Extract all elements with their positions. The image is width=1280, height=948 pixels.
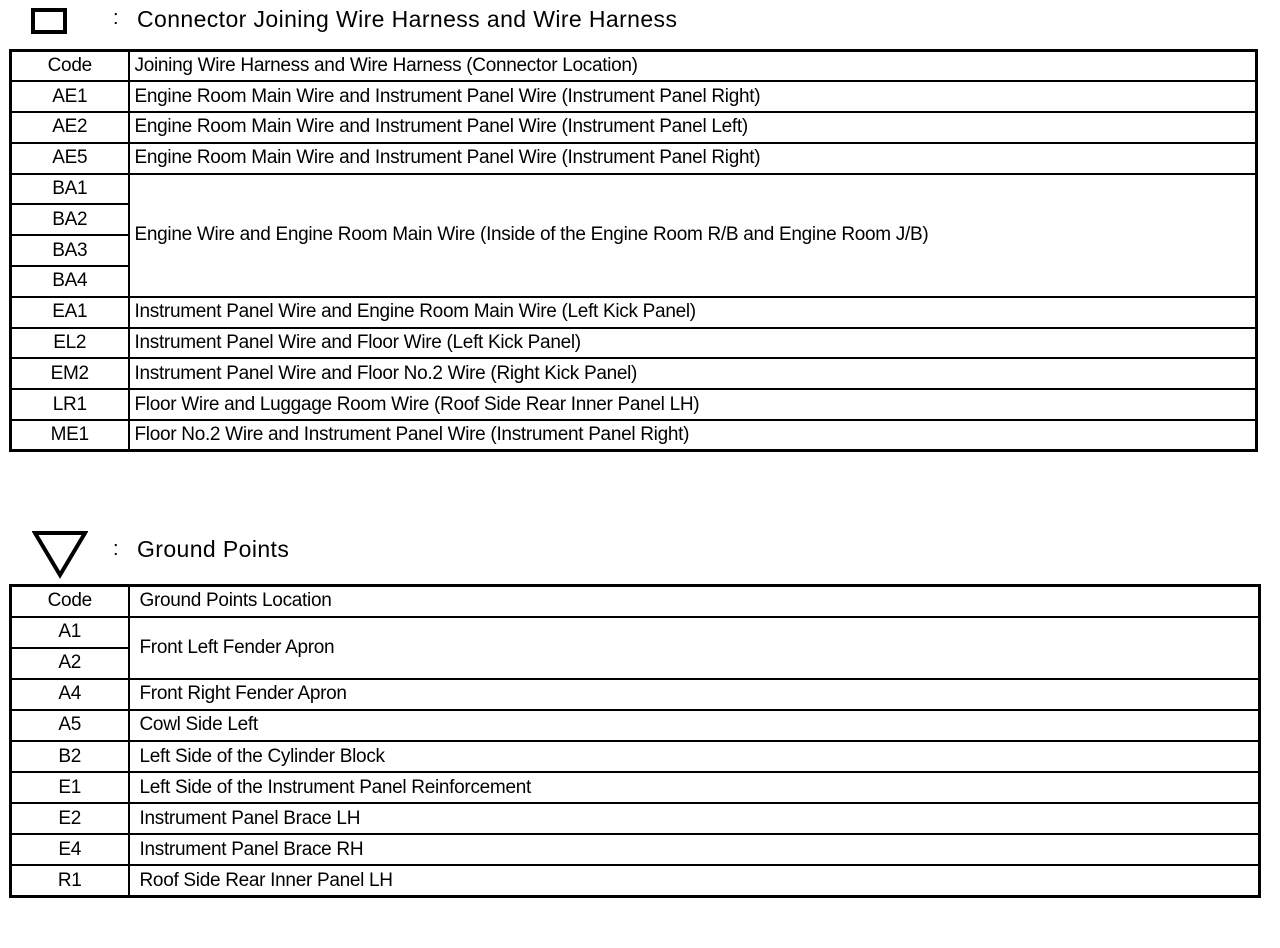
square-outline-icon [31, 8, 67, 34]
ground-section-heading [0, 526, 1280, 566]
header-description: Ground Points Location [129, 586, 1260, 617]
table-row [11, 834, 1260, 865]
triangle-down-outline-icon [32, 529, 88, 579]
table-row [11, 741, 1260, 772]
row-description: Engine Room Main Wire and Instrument Panel Wire (Instrument Panel Right) [129, 143, 1257, 174]
row-description: Instrument Panel Wire and Floor No.2 Wire (Right Kick Panel) [129, 358, 1257, 389]
table-row [11, 143, 1257, 174]
table-row [11, 420, 1257, 451]
table-header-row [11, 51, 1257, 82]
row-description: Front Left Fender Apron [129, 617, 1260, 679]
row-code: B2 [11, 741, 129, 772]
table-row [11, 328, 1257, 359]
connector-table [9, 49, 1258, 452]
row-description: Left Side of the Instrument Panel Reinforcement [129, 772, 1260, 803]
row-description: Left Side of the Cylinder Block [129, 741, 1260, 772]
row-description: Engine Room Main Wire and Instrument Panel Wire (Instrument Panel Right) [129, 81, 1257, 112]
row-code: BA3 [11, 235, 129, 266]
row-code: E1 [11, 772, 129, 803]
row-description: Floor Wire and Luggage Room Wire (Roof Side Rear Inner Panel LH) [129, 389, 1257, 420]
row-description: Instrument Panel Wire and Floor Wire (Left Kick Panel) [129, 328, 1257, 359]
row-code: A5 [11, 710, 129, 741]
row-code: BA1 [11, 174, 129, 205]
table-row [11, 81, 1257, 112]
row-code: E2 [11, 803, 129, 834]
heading-colon: : [113, 7, 119, 29]
table-header-row [11, 586, 1260, 617]
row-description: Roof Side Rear Inner Panel LH [129, 865, 1260, 896]
table-row [11, 112, 1257, 143]
heading-colon: : [113, 538, 119, 560]
row-code: EL2 [11, 328, 129, 359]
table-row [11, 617, 1260, 648]
row-description: Cowl Side Left [129, 710, 1260, 741]
row-code: A4 [11, 679, 129, 710]
row-code: AE1 [11, 81, 129, 112]
table-row [11, 679, 1260, 710]
table-row [11, 358, 1257, 389]
row-code: BA2 [11, 204, 129, 235]
connector-section-heading [0, 0, 1280, 40]
table-row [11, 297, 1257, 328]
table-row [11, 710, 1260, 741]
row-code: AE2 [11, 112, 129, 143]
ground-points-table [9, 584, 1261, 898]
table-row [11, 174, 1257, 205]
table-row [11, 389, 1257, 420]
header-code: Code [11, 586, 129, 617]
row-description: Engine Wire and Engine Room Main Wire (Inside of the Engine Room R/B and Engine Room J/B) [129, 174, 1257, 297]
row-code: BA4 [11, 266, 129, 297]
row-code: AE5 [11, 143, 129, 174]
row-code: A2 [11, 648, 129, 679]
row-code: R1 [11, 865, 129, 896]
table-row [11, 865, 1260, 896]
table-row [11, 803, 1260, 834]
row-code: E4 [11, 834, 129, 865]
row-code: EA1 [11, 297, 129, 328]
row-code: LR1 [11, 389, 129, 420]
header-code: Code [11, 51, 129, 82]
table-row [11, 772, 1260, 803]
header-description: Joining Wire Harness and Wire Harness (Connector Location) [129, 51, 1257, 82]
row-description: Floor No.2 Wire and Instrument Panel Wire (Instrument Panel Right) [129, 420, 1257, 451]
row-code: A1 [11, 617, 129, 648]
row-description: Engine Room Main Wire and Instrument Panel Wire (Instrument Panel Left) [129, 112, 1257, 143]
ground-section-title: Ground Points [137, 536, 290, 562]
connector-section-title: Connector Joining Wire Harness and Wire Harness [137, 6, 678, 32]
row-description: Instrument Panel Wire and Engine Room Main Wire (Left Kick Panel) [129, 297, 1257, 328]
row-description: Instrument Panel Brace RH [129, 834, 1260, 865]
row-description: Front Right Fender Apron [129, 679, 1260, 710]
row-code: ME1 [11, 420, 129, 451]
row-code: EM2 [11, 358, 129, 389]
row-description: Instrument Panel Brace LH [129, 803, 1260, 834]
